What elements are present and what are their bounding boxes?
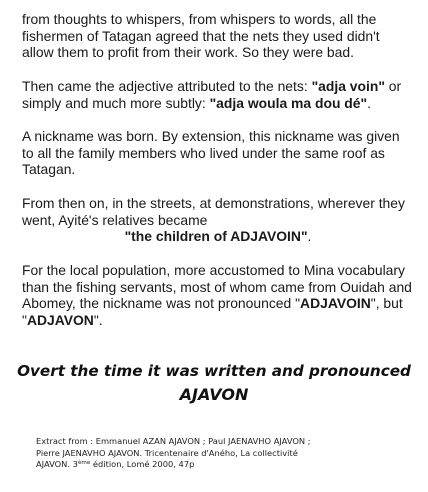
citation-block (36, 436, 386, 471)
paragraph-fishermen (22, 11, 414, 61)
term-adjavon: ADJAVON (26, 311, 94, 328)
citation-line-3-after: édition, Lomé 2000, 47p (90, 459, 195, 470)
paragraph-adjective-middle: or simply and much more subtly: (22, 78, 402, 111)
quote-open-1: " (295, 295, 301, 311)
paragraph-relatives (22, 195, 414, 245)
headline-ajavon: AJAVON (179, 385, 249, 404)
children-of-adjavoin: "the children of ADJAVOIN" (124, 228, 308, 244)
headline-line-1: Overt the time it was written and pronounced (17, 362, 411, 380)
term-adjavoin: ADJAVOIN (300, 295, 371, 311)
paragraph-pronunciation-after: . (98, 311, 103, 328)
quote-close-1: " (370, 295, 376, 311)
children-of-period: . (307, 228, 312, 244)
paragraph-nickname-born-text: A nickname was born. By extension, this nickname was given to all the family members who lived under the same roof as Tatagan. (22, 128, 400, 177)
paragraph-nickname-born (22, 128, 414, 178)
citation-line-3-before: AJAVON. 3 (36, 459, 78, 470)
citation-line-3 (36, 459, 386, 471)
paragraph-relatives-text: From then on, in the streets, at demonstrations, wherever they went, Ayité's relatives became (22, 195, 405, 228)
paragraph-adjective-after: . (367, 94, 371, 111)
paragraph-pronunciation-before: For the local population, more accustomed to Mina vocabulary than the fishing servants, most of whom came from Ouidah and Abomey, the nickname was not pronounced (22, 262, 412, 311)
term-adja-woula: "adja woula ma dou dé" (209, 94, 368, 111)
citation-line-2: Pierre JAENAVHO AJAVON. Tricentenaire d'Aného, La collectivité (36, 447, 298, 458)
children-of-line (22, 228, 414, 245)
citation-edition-superscript: ème (77, 460, 91, 467)
paragraph-adjective-before: Then came the adjective attributed to the nets: (22, 78, 312, 94)
quote-open-2: " (22, 311, 27, 328)
paragraph-adjective (22, 78, 414, 111)
citation-line-1: Extract from : Emmanuel AZAN AJAVON ; Paul JAENAVHO AJAVON ; (36, 436, 311, 446)
paragraph-pronunciation (22, 262, 414, 328)
term-adja-voin: "adja voin" (311, 78, 385, 94)
paragraph-pronunciation-middle: , but (375, 295, 403, 311)
quote-close-2: " (93, 311, 99, 328)
paragraph-fishermen-text: from thoughts to whispers, from whispers to words, all the fishermen of Tatagan agreed that the nets they used didn't allow them to profit from their work. So they were bad. (22, 11, 380, 60)
